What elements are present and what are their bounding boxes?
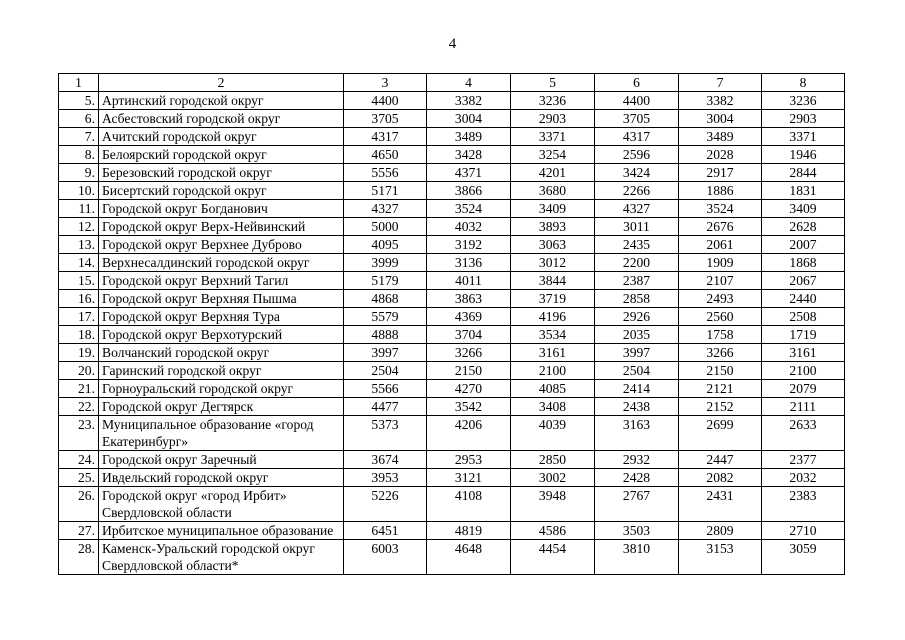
municipality-name: Городской округ «город Ирбит» Свердловской области	[99, 487, 344, 522]
value-cell: 4317	[344, 128, 427, 146]
value-cell: 4206	[427, 416, 511, 451]
value-cell: 2387	[595, 272, 679, 290]
municipality-name: Бисертский городской округ	[99, 182, 344, 200]
value-cell: 2508	[762, 308, 845, 326]
value-cell: 4650	[344, 146, 427, 164]
value-cell: 2150	[679, 362, 762, 380]
value-cell: 3002	[511, 469, 595, 487]
value-cell: 3424	[595, 164, 679, 182]
value-cell: 3382	[679, 92, 762, 110]
row-number: 24.	[59, 451, 99, 469]
municipality-name: Ивдельский городской округ	[99, 469, 344, 487]
row-number: 7.	[59, 128, 99, 146]
value-cell: 3063	[511, 236, 595, 254]
value-cell: 3863	[427, 290, 511, 308]
page-number: 4	[448, 36, 457, 52]
value-cell: 1909	[679, 254, 762, 272]
value-cell: 2028	[679, 146, 762, 164]
value-cell: 2850	[511, 451, 595, 469]
value-cell: 4270	[427, 380, 511, 398]
value-cell: 5373	[344, 416, 427, 451]
value-cell: 5226	[344, 487, 427, 522]
value-cell: 4201	[511, 164, 595, 182]
value-cell: 3524	[679, 200, 762, 218]
value-cell: 1868	[762, 254, 845, 272]
value-cell: 3844	[511, 272, 595, 290]
table-row	[59, 398, 845, 416]
value-cell: 2932	[595, 451, 679, 469]
municipality-name: Гаринский городской округ	[99, 362, 344, 380]
value-cell: 3012	[511, 254, 595, 272]
value-cell: 3489	[427, 128, 511, 146]
table-row	[59, 218, 845, 236]
value-cell: 3997	[595, 344, 679, 362]
value-cell: 3704	[427, 326, 511, 344]
value-cell: 3011	[595, 218, 679, 236]
row-number: 17.	[59, 308, 99, 326]
value-cell: 5171	[344, 182, 427, 200]
value-cell: 4095	[344, 236, 427, 254]
value-cell: 2440	[762, 290, 845, 308]
municipality-name: Ачитский городской округ	[99, 128, 344, 146]
value-cell: 2082	[679, 469, 762, 487]
row-number: 14.	[59, 254, 99, 272]
table-row	[59, 290, 845, 308]
value-cell: 4586	[511, 522, 595, 540]
table-row	[59, 236, 845, 254]
municipality-name: Каменск-Уральский городской округ Свердловской области*	[99, 540, 344, 575]
row-number: 11.	[59, 200, 99, 218]
table-row	[59, 164, 845, 182]
column-header: 2	[99, 74, 344, 92]
municipality-name: Городской округ Верхняя Тура	[99, 308, 344, 326]
row-number: 6.	[59, 110, 99, 128]
value-cell: 3542	[427, 398, 511, 416]
value-cell: 2676	[679, 218, 762, 236]
data-table	[58, 73, 845, 575]
value-cell: 6003	[344, 540, 427, 575]
municipality-name: Артинский городской округ	[99, 92, 344, 110]
table-row	[59, 416, 845, 451]
municipality-name: Ирбитское муниципальное образование	[99, 522, 344, 540]
value-cell: 5000	[344, 218, 427, 236]
column-header: 8	[762, 74, 845, 92]
value-cell: 1946	[762, 146, 845, 164]
table-row	[59, 451, 845, 469]
table-row	[59, 128, 845, 146]
value-cell: 4400	[344, 92, 427, 110]
value-cell: 4085	[511, 380, 595, 398]
value-cell: 3382	[427, 92, 511, 110]
municipality-name: Городской округ Заречный	[99, 451, 344, 469]
table-row	[59, 200, 845, 218]
value-cell: 3004	[427, 110, 511, 128]
table-row	[59, 522, 845, 540]
table-row	[59, 487, 845, 522]
value-cell: 2809	[679, 522, 762, 540]
value-cell: 3153	[679, 540, 762, 575]
row-number: 8.	[59, 146, 99, 164]
value-cell: 3999	[344, 254, 427, 272]
row-number: 9.	[59, 164, 99, 182]
municipality-name: Городской округ Дегтярск	[99, 398, 344, 416]
value-cell: 4888	[344, 326, 427, 344]
row-number: 13.	[59, 236, 99, 254]
value-cell: 3409	[511, 200, 595, 218]
row-number: 18.	[59, 326, 99, 344]
value-cell: 2447	[679, 451, 762, 469]
table-row	[59, 92, 845, 110]
municipality-name: Городской округ Верх-Нейвинский	[99, 218, 344, 236]
value-cell: 2107	[679, 272, 762, 290]
municipality-name: Городской округ Верхнее Дуброво	[99, 236, 344, 254]
table-row	[59, 308, 845, 326]
value-cell: 3719	[511, 290, 595, 308]
value-cell: 4327	[595, 200, 679, 218]
value-cell: 3524	[427, 200, 511, 218]
value-cell: 5579	[344, 308, 427, 326]
value-cell: 4369	[427, 308, 511, 326]
value-cell: 4454	[511, 540, 595, 575]
table-row	[59, 469, 845, 487]
value-cell: 2111	[762, 398, 845, 416]
value-cell: 3236	[511, 92, 595, 110]
value-cell: 2266	[595, 182, 679, 200]
value-cell: 1758	[679, 326, 762, 344]
row-number: 12.	[59, 218, 99, 236]
table-row	[59, 182, 845, 200]
table-row	[59, 326, 845, 344]
value-cell: 2007	[762, 236, 845, 254]
municipality-name: Березовский городской округ	[99, 164, 344, 182]
value-cell: 3705	[344, 110, 427, 128]
value-cell: 2152	[679, 398, 762, 416]
table-row	[59, 272, 845, 290]
row-number: 15.	[59, 272, 99, 290]
value-cell: 2710	[762, 522, 845, 540]
value-cell: 4648	[427, 540, 511, 575]
value-cell: 3254	[511, 146, 595, 164]
row-number: 5.	[59, 92, 99, 110]
value-cell: 5556	[344, 164, 427, 182]
value-cell: 2953	[427, 451, 511, 469]
table-row	[59, 254, 845, 272]
value-cell: 2428	[595, 469, 679, 487]
value-cell: 2493	[679, 290, 762, 308]
value-cell: 3059	[762, 540, 845, 575]
row-number: 20.	[59, 362, 99, 380]
value-cell: 3866	[427, 182, 511, 200]
value-cell: 2560	[679, 308, 762, 326]
row-number: 27.	[59, 522, 99, 540]
value-cell: 3489	[679, 128, 762, 146]
municipality-name: Муниципальное образование «город Екатеринбург»	[99, 416, 344, 451]
value-cell: 3121	[427, 469, 511, 487]
row-number: 10.	[59, 182, 99, 200]
column-header: 7	[679, 74, 762, 92]
value-cell: 2903	[762, 110, 845, 128]
value-cell: 3266	[679, 344, 762, 362]
value-cell: 3953	[344, 469, 427, 487]
row-number: 25.	[59, 469, 99, 487]
value-cell: 1831	[762, 182, 845, 200]
municipality-name: Горноуральский городской округ	[99, 380, 344, 398]
row-number: 16.	[59, 290, 99, 308]
value-cell: 6451	[344, 522, 427, 540]
municipality-name: Белоярский городской округ	[99, 146, 344, 164]
value-cell: 4327	[344, 200, 427, 218]
value-cell: 4039	[511, 416, 595, 451]
value-cell: 4108	[427, 487, 511, 522]
value-cell: 4032	[427, 218, 511, 236]
municipality-name: Городской округ Верхотурский	[99, 326, 344, 344]
value-cell: 2200	[595, 254, 679, 272]
value-cell: 2383	[762, 487, 845, 522]
row-number: 23.	[59, 416, 99, 451]
value-cell: 3163	[595, 416, 679, 451]
table-row	[59, 110, 845, 128]
value-cell: 2903	[511, 110, 595, 128]
value-cell: 4400	[595, 92, 679, 110]
value-cell: 1886	[679, 182, 762, 200]
value-cell: 3680	[511, 182, 595, 200]
municipality-name: Волчанский городской округ	[99, 344, 344, 362]
value-cell: 3948	[511, 487, 595, 522]
row-number: 21.	[59, 380, 99, 398]
value-cell: 2100	[762, 362, 845, 380]
value-cell: 2435	[595, 236, 679, 254]
value-cell: 1719	[762, 326, 845, 344]
value-cell: 2431	[679, 487, 762, 522]
value-cell: 3534	[511, 326, 595, 344]
value-cell: 2067	[762, 272, 845, 290]
value-cell: 2917	[679, 164, 762, 182]
municipality-name: Городской округ Верхняя Пышма	[99, 290, 344, 308]
municipality-name: Асбестовский городской округ	[99, 110, 344, 128]
value-cell: 2504	[595, 362, 679, 380]
table-row	[59, 540, 845, 575]
table-row	[59, 146, 845, 164]
table-row	[59, 344, 845, 362]
value-cell: 4196	[511, 308, 595, 326]
value-cell: 2121	[679, 380, 762, 398]
value-cell: 2150	[427, 362, 511, 380]
value-cell: 3371	[762, 128, 845, 146]
value-cell: 4317	[595, 128, 679, 146]
column-header: 3	[344, 74, 427, 92]
table-row	[59, 380, 845, 398]
value-cell: 4371	[427, 164, 511, 182]
row-number: 28.	[59, 540, 99, 575]
value-cell: 3705	[595, 110, 679, 128]
value-cell: 4477	[344, 398, 427, 416]
value-cell: 3428	[427, 146, 511, 164]
value-cell: 3136	[427, 254, 511, 272]
value-cell: 4819	[427, 522, 511, 540]
value-cell: 3004	[679, 110, 762, 128]
value-cell: 2926	[595, 308, 679, 326]
value-cell: 2377	[762, 451, 845, 469]
municipality-name: Городской округ Богданович	[99, 200, 344, 218]
value-cell: 2061	[679, 236, 762, 254]
value-cell: 3997	[344, 344, 427, 362]
value-cell: 3503	[595, 522, 679, 540]
row-number: 26.	[59, 487, 99, 522]
column-header: 6	[595, 74, 679, 92]
row-number: 19.	[59, 344, 99, 362]
value-cell: 4868	[344, 290, 427, 308]
value-cell: 3408	[511, 398, 595, 416]
column-header: 4	[427, 74, 511, 92]
value-cell: 2844	[762, 164, 845, 182]
value-cell: 3161	[511, 344, 595, 362]
municipality-name: Городской округ Верхний Тагил	[99, 272, 344, 290]
value-cell: 3266	[427, 344, 511, 362]
column-header: 1	[59, 74, 99, 92]
value-cell: 2628	[762, 218, 845, 236]
value-cell: 2596	[595, 146, 679, 164]
table-row	[59, 362, 845, 380]
value-cell: 2858	[595, 290, 679, 308]
row-number: 22.	[59, 398, 99, 416]
value-cell: 3192	[427, 236, 511, 254]
value-cell: 2767	[595, 487, 679, 522]
table-header-row	[59, 74, 845, 92]
municipality-name: Верхнесалдинский городской округ	[99, 254, 344, 272]
value-cell: 2035	[595, 326, 679, 344]
column-header: 5	[511, 74, 595, 92]
value-cell: 3236	[762, 92, 845, 110]
value-cell: 2504	[344, 362, 427, 380]
value-cell: 3409	[762, 200, 845, 218]
value-cell: 2438	[595, 398, 679, 416]
value-cell: 2079	[762, 380, 845, 398]
value-cell: 2699	[679, 416, 762, 451]
value-cell: 2633	[762, 416, 845, 451]
value-cell: 2100	[511, 362, 595, 380]
value-cell: 5179	[344, 272, 427, 290]
value-cell: 3161	[762, 344, 845, 362]
value-cell: 2414	[595, 380, 679, 398]
value-cell: 3893	[511, 218, 595, 236]
value-cell: 3674	[344, 451, 427, 469]
value-cell: 2032	[762, 469, 845, 487]
value-cell: 3371	[511, 128, 595, 146]
value-cell: 3810	[595, 540, 679, 575]
value-cell: 4011	[427, 272, 511, 290]
value-cell: 5566	[344, 380, 427, 398]
